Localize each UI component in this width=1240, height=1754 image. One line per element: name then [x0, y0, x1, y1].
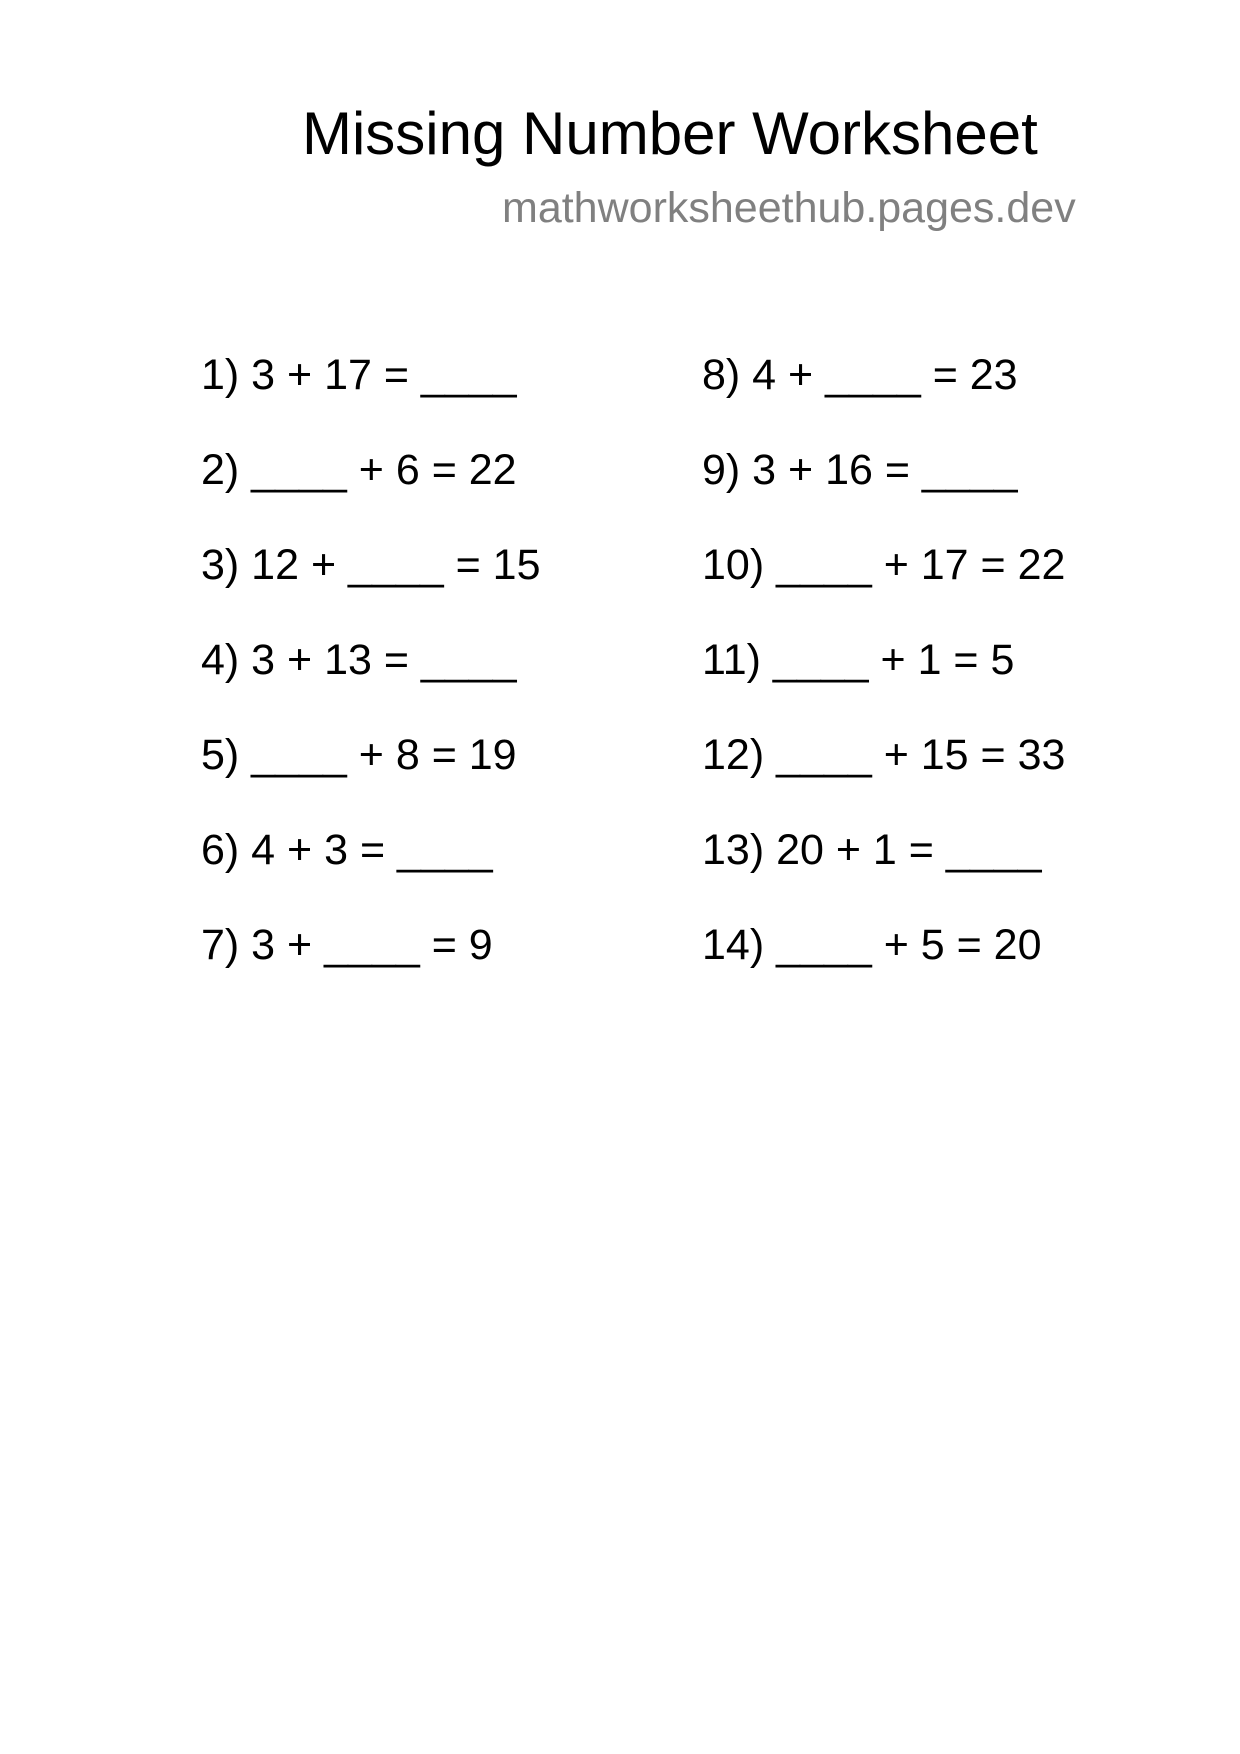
problem-11: 11) ____ + 1 = 5	[702, 636, 1015, 684]
problem-14: 14) ____ + 5 = 20	[702, 921, 1042, 969]
problem-2: 2) ____ + 6 = 22	[201, 446, 517, 494]
problem-8: 8) 4 + ____ = 23	[702, 351, 1018, 399]
page-title: Missing Number Worksheet	[302, 100, 1038, 167]
problem-13: 13) 20 + 1 = ____	[702, 826, 1042, 874]
source-url: mathworksheethub.pages.dev	[502, 184, 1076, 232]
problem-12: 12) ____ + 15 = 33	[702, 731, 1066, 779]
problem-column-left	[201, 345, 541, 1010]
problem-4: 4) 3 + 13 = ____	[201, 636, 517, 684]
problem-9: 9) 3 + 16 = ____	[702, 446, 1018, 494]
problem-column-right	[702, 345, 1065, 1010]
problem-5: 5) ____ + 8 = 19	[201, 731, 517, 779]
problem-6: 6) 4 + 3 = ____	[201, 826, 493, 874]
problem-3: 3) 12 + ____ = 15	[201, 541, 541, 589]
problem-1: 1) 3 + 17 = ____	[201, 351, 517, 399]
problem-10: 10) ____ + 17 = 22	[702, 541, 1066, 589]
problem-7: 7) 3 + ____ = 9	[201, 921, 493, 969]
